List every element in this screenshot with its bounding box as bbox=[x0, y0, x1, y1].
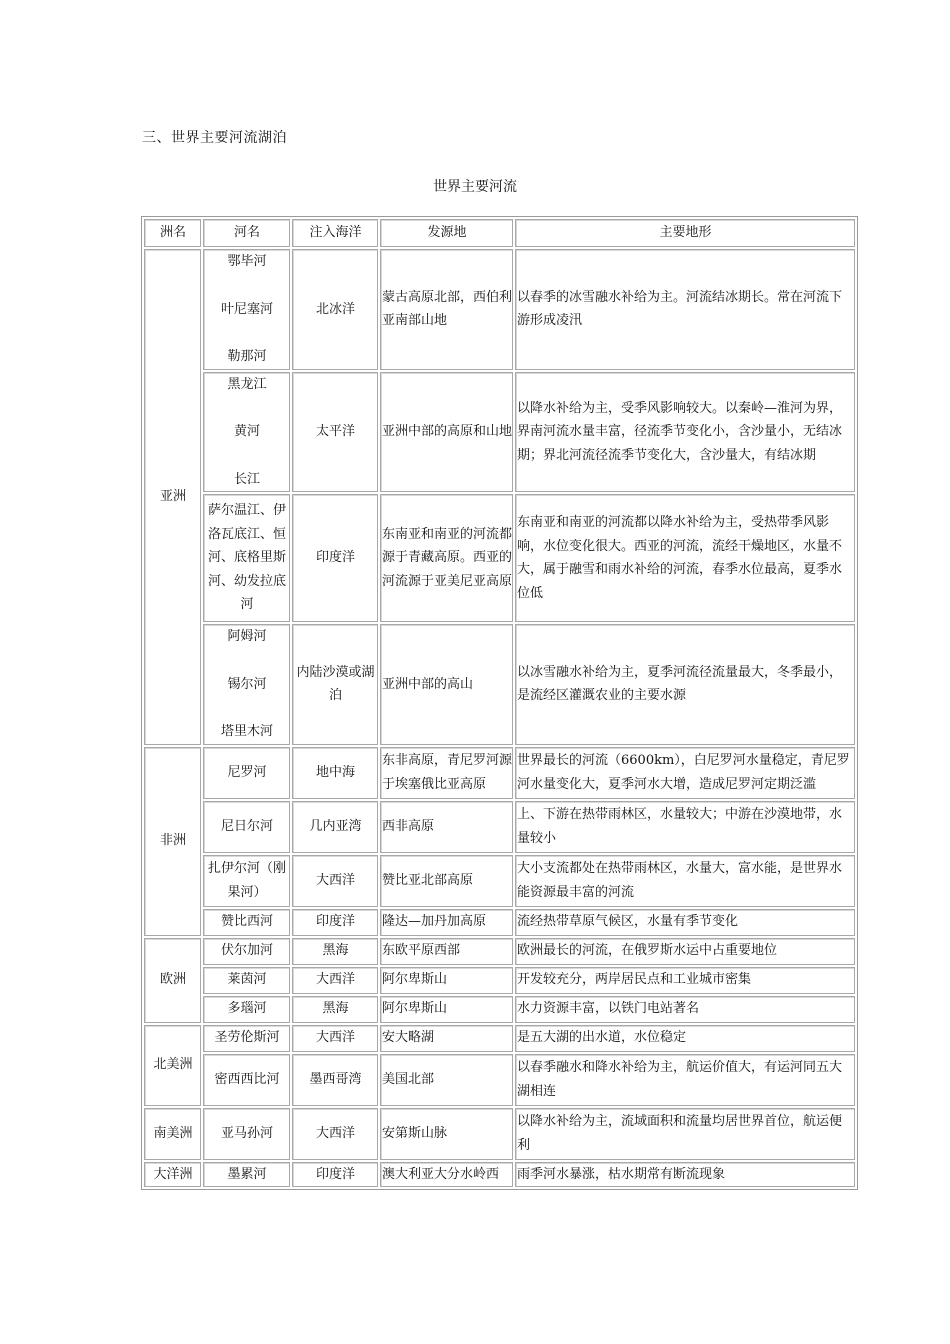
table-row bbox=[144, 494, 855, 622]
river-cell: 密西西比河 bbox=[203, 1054, 290, 1106]
table-row bbox=[144, 1054, 855, 1106]
river-cell: 尼罗河 bbox=[203, 747, 290, 799]
table-row bbox=[144, 801, 855, 853]
table-row bbox=[144, 938, 855, 965]
table-row bbox=[144, 1025, 855, 1052]
source-cell: 安大略湖 bbox=[380, 1025, 513, 1052]
col-header-continent: 洲名 bbox=[144, 219, 201, 247]
feature-cell: 以降水补给为主，流域面积和流量均居世界首位，航运便利 bbox=[515, 1108, 855, 1160]
feature-cell: 东南亚和南亚的河流都以降水补给为主，受热带季风影响，水位变化很大。西亚的河流，流经干燥地区，水量不大，属于融雪和雨水补给的河流，春季水位最高，夏季水位低 bbox=[515, 494, 855, 622]
ocean-cell: 大西洋 bbox=[292, 967, 378, 994]
continent-cell-oceania: 大洋洲 bbox=[144, 1162, 201, 1188]
feature-cell: 大小支流都处在热带雨林区，水量大，富水能，是世界水能资源最丰富的河流 bbox=[515, 855, 855, 907]
river-cell: 扎伊尔河（刚果河） bbox=[203, 855, 290, 907]
continent-cell-europe: 欧洲 bbox=[144, 938, 201, 1023]
rivers-table-frame bbox=[141, 216, 858, 1190]
header-row bbox=[144, 219, 855, 247]
river-cell: 莱茵河 bbox=[203, 967, 290, 994]
feature-cell: 以降水补给为主，受季风影响较大。以秦岭—淮河为界，界南河流水量丰富，径流季节变化小，含沙量小，无结冰期；界北河流径流季节变化大，含沙量大，有结冰期 bbox=[515, 372, 855, 493]
feature-cell: 以春季融水和降水补给为主，航运价值大，有运河同五大湖相连 bbox=[515, 1054, 855, 1106]
river-name: 黄河 bbox=[233, 424, 260, 439]
source-cell: 蒙古高原北部，西伯利亚南部山地 bbox=[380, 249, 513, 370]
river-name: 勒那河 bbox=[227, 349, 267, 364]
source-cell: 澳大利亚大分水岭西 bbox=[380, 1162, 513, 1188]
river-name: 阿姆河 bbox=[227, 629, 267, 644]
col-header-ocean: 注入海洋 bbox=[292, 219, 378, 247]
river-cell bbox=[203, 249, 290, 370]
river-cell: 赞比西河 bbox=[203, 909, 290, 936]
river-name: 长江 bbox=[233, 471, 260, 487]
table-row bbox=[144, 1108, 855, 1160]
source-cell: 东欧平原西部 bbox=[380, 938, 513, 965]
source-cell: 东非高原，青尼罗河源于埃塞俄比亚高原 bbox=[380, 747, 513, 799]
continent-cell-asia: 亚洲 bbox=[144, 249, 201, 745]
feature-cell: 以冰雪融水补给为主，夏季河流径流量最大，冬季最小，是流经区灌溉农业的主要水源 bbox=[515, 624, 855, 745]
source-cell: 阿尔卑斯山 bbox=[380, 996, 513, 1023]
table-row bbox=[144, 855, 855, 907]
table-row bbox=[144, 1162, 855, 1188]
ocean-cell: 几内亚湾 bbox=[292, 801, 378, 853]
ocean-cell: 内陆沙漠或湖泊 bbox=[292, 624, 378, 745]
river-name: 塔里木河 bbox=[220, 724, 273, 739]
river-name: 鄂毕河 bbox=[227, 254, 267, 269]
source-cell: 西非高原 bbox=[380, 801, 513, 853]
source-cell: 亚洲中部的高原和山地 bbox=[380, 372, 513, 493]
section-heading: 三、世界主要河流湖泊 bbox=[142, 130, 287, 146]
feature-cell: 上、下游在热带雨林区，水量较大；中游在沙漠地带，水量较小 bbox=[515, 801, 855, 853]
table-title: 世界主要河流 bbox=[433, 179, 517, 195]
ocean-cell: 太平洋 bbox=[292, 372, 378, 493]
ocean-cell: 印度洋 bbox=[292, 494, 378, 622]
feature-cell: 雨季河水暴涨，枯水期常有断流现象 bbox=[515, 1162, 855, 1188]
feature-cell: 是五大湖的出水道，水位稳定 bbox=[515, 1025, 855, 1052]
continent-cell-north-america: 北美洲 bbox=[144, 1025, 201, 1106]
feature-cell: 以春季的冰雪融水补给为主。河流结冰期长。常在河流下游形成凌汛 bbox=[515, 249, 855, 370]
source-cell: 美国北部 bbox=[380, 1054, 513, 1106]
table-row bbox=[144, 967, 855, 994]
river-cell bbox=[203, 624, 290, 745]
river-cell: 多瑙河 bbox=[203, 996, 290, 1023]
ocean-cell: 地中海 bbox=[292, 747, 378, 799]
feature-cell: 欧洲最长的河流，在俄罗斯水运中占重要地位 bbox=[515, 938, 855, 965]
river-cell bbox=[203, 372, 290, 493]
ocean-cell: 大西洋 bbox=[292, 1025, 378, 1052]
feature-cell: 流经热带草原气候区，水量有季节变化 bbox=[515, 909, 855, 936]
col-header-river: 河名 bbox=[203, 219, 290, 247]
source-cell: 亚洲中部的高山 bbox=[380, 624, 513, 745]
river-cell: 亚马孙河 bbox=[203, 1108, 290, 1160]
river-cell: 尼日尔河 bbox=[203, 801, 290, 853]
river-name: 黑龙江 bbox=[227, 376, 267, 392]
ocean-cell: 北冰洋 bbox=[292, 249, 378, 370]
ocean-cell: 印度洋 bbox=[292, 1162, 378, 1188]
ocean-cell: 大西洋 bbox=[292, 1108, 378, 1160]
feature-cell: 水力资源丰富，以铁门电站著名 bbox=[515, 996, 855, 1023]
source-cell: 安第斯山脉 bbox=[380, 1108, 513, 1160]
river-cell: 萨尔温江、伊洛瓦底江、恒河、底格里斯河、幼发拉底河 bbox=[203, 494, 290, 622]
source-cell: 东南亚和南亚的河流都源于青藏高原。西亚的河流源于亚美尼亚高原 bbox=[380, 494, 513, 622]
source-cell: 赞比亚北部高原 bbox=[380, 855, 513, 907]
table-row bbox=[144, 909, 855, 936]
table-row bbox=[144, 249, 855, 370]
river-name: 叶尼塞河 bbox=[220, 301, 273, 317]
ocean-cell: 黑海 bbox=[292, 996, 378, 1023]
feature-cell: 开发较充分，两岸居民点和工业城市密集 bbox=[515, 967, 855, 994]
ocean-cell: 黑海 bbox=[292, 938, 378, 965]
continent-cell-africa: 非洲 bbox=[144, 747, 201, 936]
river-cell: 伏尔加河 bbox=[203, 938, 290, 965]
rivers-table bbox=[142, 217, 857, 1189]
table-row bbox=[144, 624, 855, 745]
ocean-cell: 墨西哥湾 bbox=[292, 1054, 378, 1106]
source-cell: 阿尔卑斯山 bbox=[380, 967, 513, 994]
source-cell: 隆达—加丹加高原 bbox=[380, 909, 513, 936]
ocean-cell: 大西洋 bbox=[292, 855, 378, 907]
col-header-feature: 主要地形 bbox=[515, 219, 855, 247]
continent-cell-south-america: 南美洲 bbox=[144, 1108, 201, 1160]
river-cell: 墨累河 bbox=[203, 1162, 290, 1188]
table-row bbox=[144, 996, 855, 1023]
river-name: 锡尔河 bbox=[227, 676, 267, 692]
table-row bbox=[144, 372, 855, 493]
river-cell: 圣劳伦斯河 bbox=[203, 1025, 290, 1052]
ocean-cell: 印度洋 bbox=[292, 909, 378, 936]
col-header-source: 发源地 bbox=[380, 219, 513, 247]
feature-cell: 世界最长的河流（6600km），白尼罗河水量稳定，青尼罗河水量变化大，夏季河水大增，造成尼罗河定期泛滥 bbox=[515, 747, 855, 799]
table-row bbox=[144, 747, 855, 799]
